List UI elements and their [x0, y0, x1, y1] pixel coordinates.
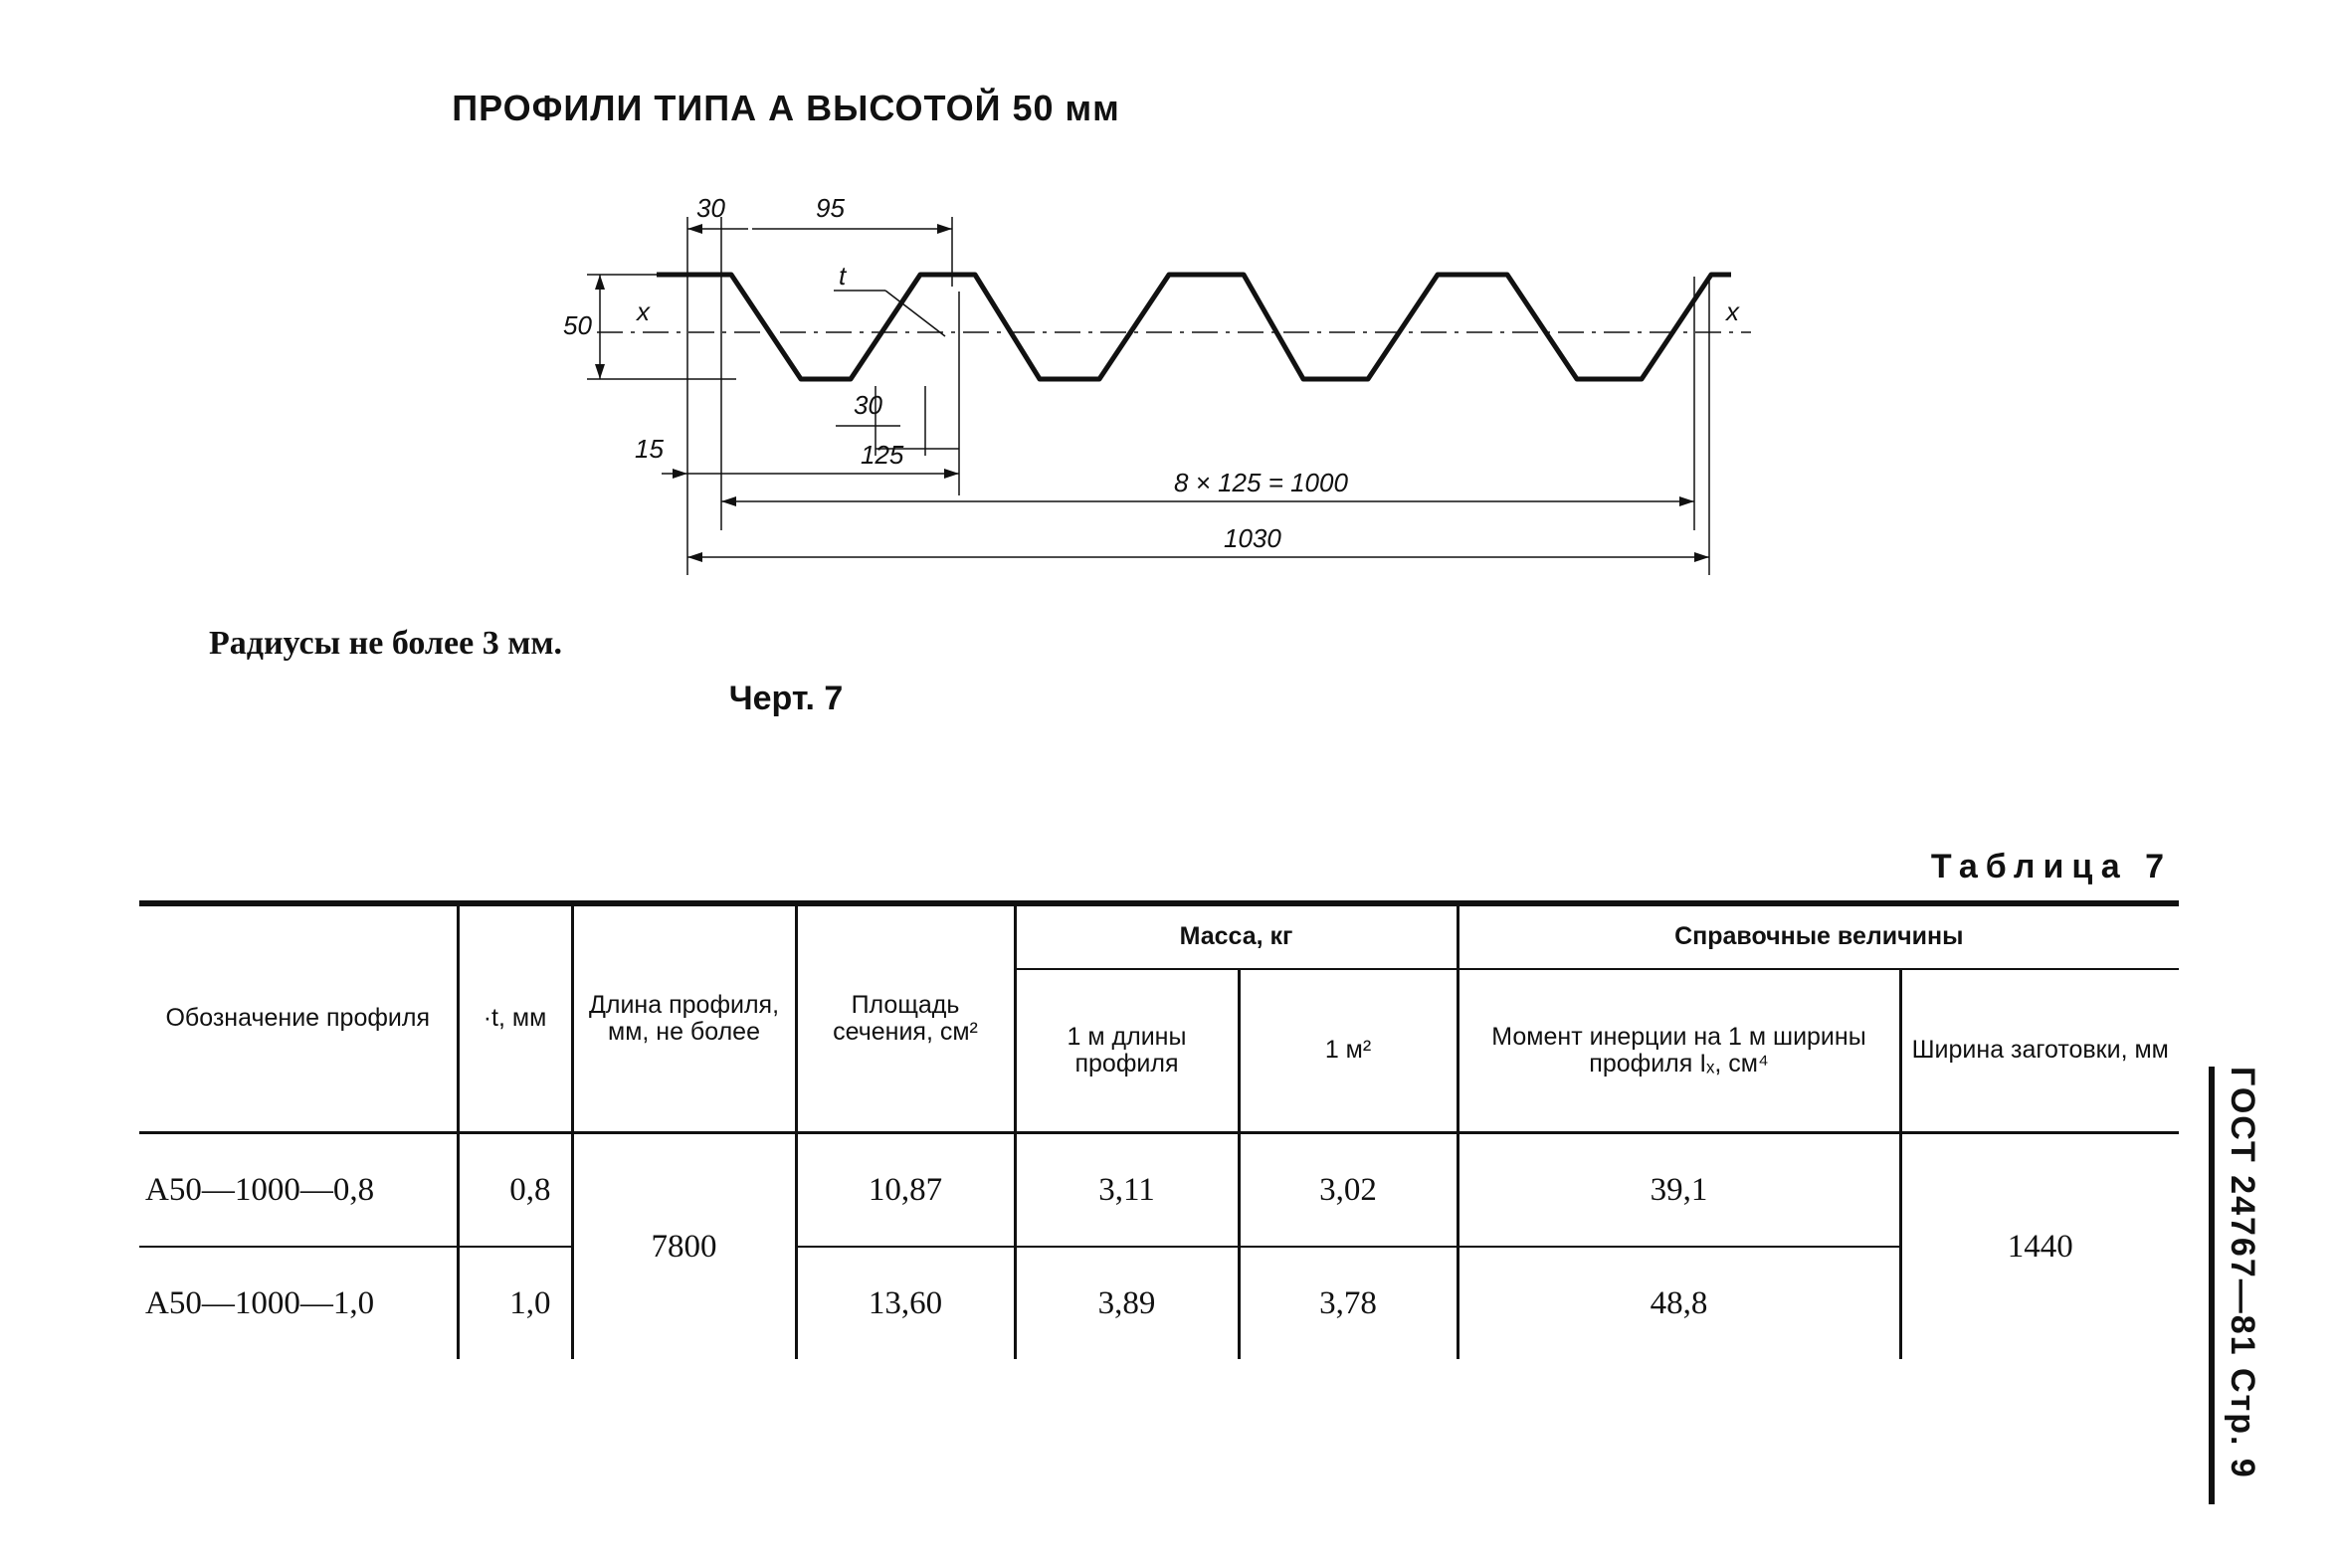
cell-area: 13,60: [796, 1247, 1015, 1359]
dim-1030: 1030: [1224, 523, 1281, 553]
dim-30-top: 30: [696, 193, 725, 223]
cell-thickness: 1,0: [458, 1247, 572, 1359]
cell-thickness: 0,8: [458, 1133, 572, 1248]
header-inertia: Момент инерции на 1 м ширины профиля Iₓ, см⁴: [1458, 969, 1900, 1133]
dim-8x125: 8 × 125 = 1000: [1174, 468, 1348, 497]
cell-mass-m2: 3,02: [1239, 1133, 1458, 1248]
cell-blank-width: 1440: [1900, 1133, 2179, 1360]
dim-50: 50: [563, 310, 592, 340]
header-length: Длина профиля, мм, не более: [572, 903, 796, 1133]
dim-15: 15: [635, 434, 664, 464]
standard-number: ГОСТ 24767—81 Стр. 9: [2224, 1067, 2261, 1479]
header-mass-group: Масса, кг: [1015, 903, 1458, 969]
cell-length: 7800: [572, 1133, 796, 1360]
header-designation: Обозначение профиля: [139, 903, 458, 1133]
dim-30-bottom: 30: [854, 390, 882, 420]
cell-mass-m: 3,11: [1015, 1133, 1239, 1248]
table-row: [139, 1247, 2179, 1359]
spec-table: [139, 900, 2179, 1359]
profile-drawing: [557, 187, 1791, 585]
sidebar-rule: [2209, 1067, 2215, 1504]
page-title: ПРОФИЛИ ТИПА А ВЫСОТОЙ 50 мм: [452, 88, 1120, 128]
cell-designation: А50—1000—1,0: [139, 1247, 458, 1359]
header-ref-group: Справочные величины: [1458, 903, 2179, 969]
cell-mass-m2: 3,78: [1239, 1247, 1458, 1359]
dim-thickness-t: t: [839, 261, 847, 291]
header-thickness: ·t, мм: [458, 903, 572, 1133]
cell-mass-m: 3,89: [1015, 1247, 1239, 1359]
header-mass-per-m2: 1 м²: [1239, 969, 1458, 1133]
profile-outline: [657, 275, 1731, 379]
cell-inertia: 39,1: [1458, 1133, 1900, 1248]
standard-sidebar: [2205, 1067, 2264, 1504]
dim-125: 125: [861, 440, 904, 470]
cell-inertia: 48,8: [1458, 1247, 1900, 1359]
axis-label-x-left: x: [637, 296, 650, 326]
figure-caption: Черт. 7: [728, 680, 844, 717]
axis-label-x-right: x: [1726, 296, 1739, 326]
dim-95: 95: [816, 193, 845, 223]
table-row: [139, 1133, 2179, 1248]
header-blank-width: Ширина заготовки, мм: [1900, 969, 2179, 1133]
header-mass-per-m: 1 м длины профиля: [1015, 969, 1239, 1133]
table-caption: Таблица 7: [1930, 848, 2172, 885]
cell-designation: А50—1000—0,8: [139, 1133, 458, 1248]
radii-note: Радиусы не более 3 мм.: [209, 625, 563, 662]
header-area: Площадь сечения, см²: [796, 903, 1015, 1133]
cell-area: 10,87: [796, 1133, 1015, 1248]
